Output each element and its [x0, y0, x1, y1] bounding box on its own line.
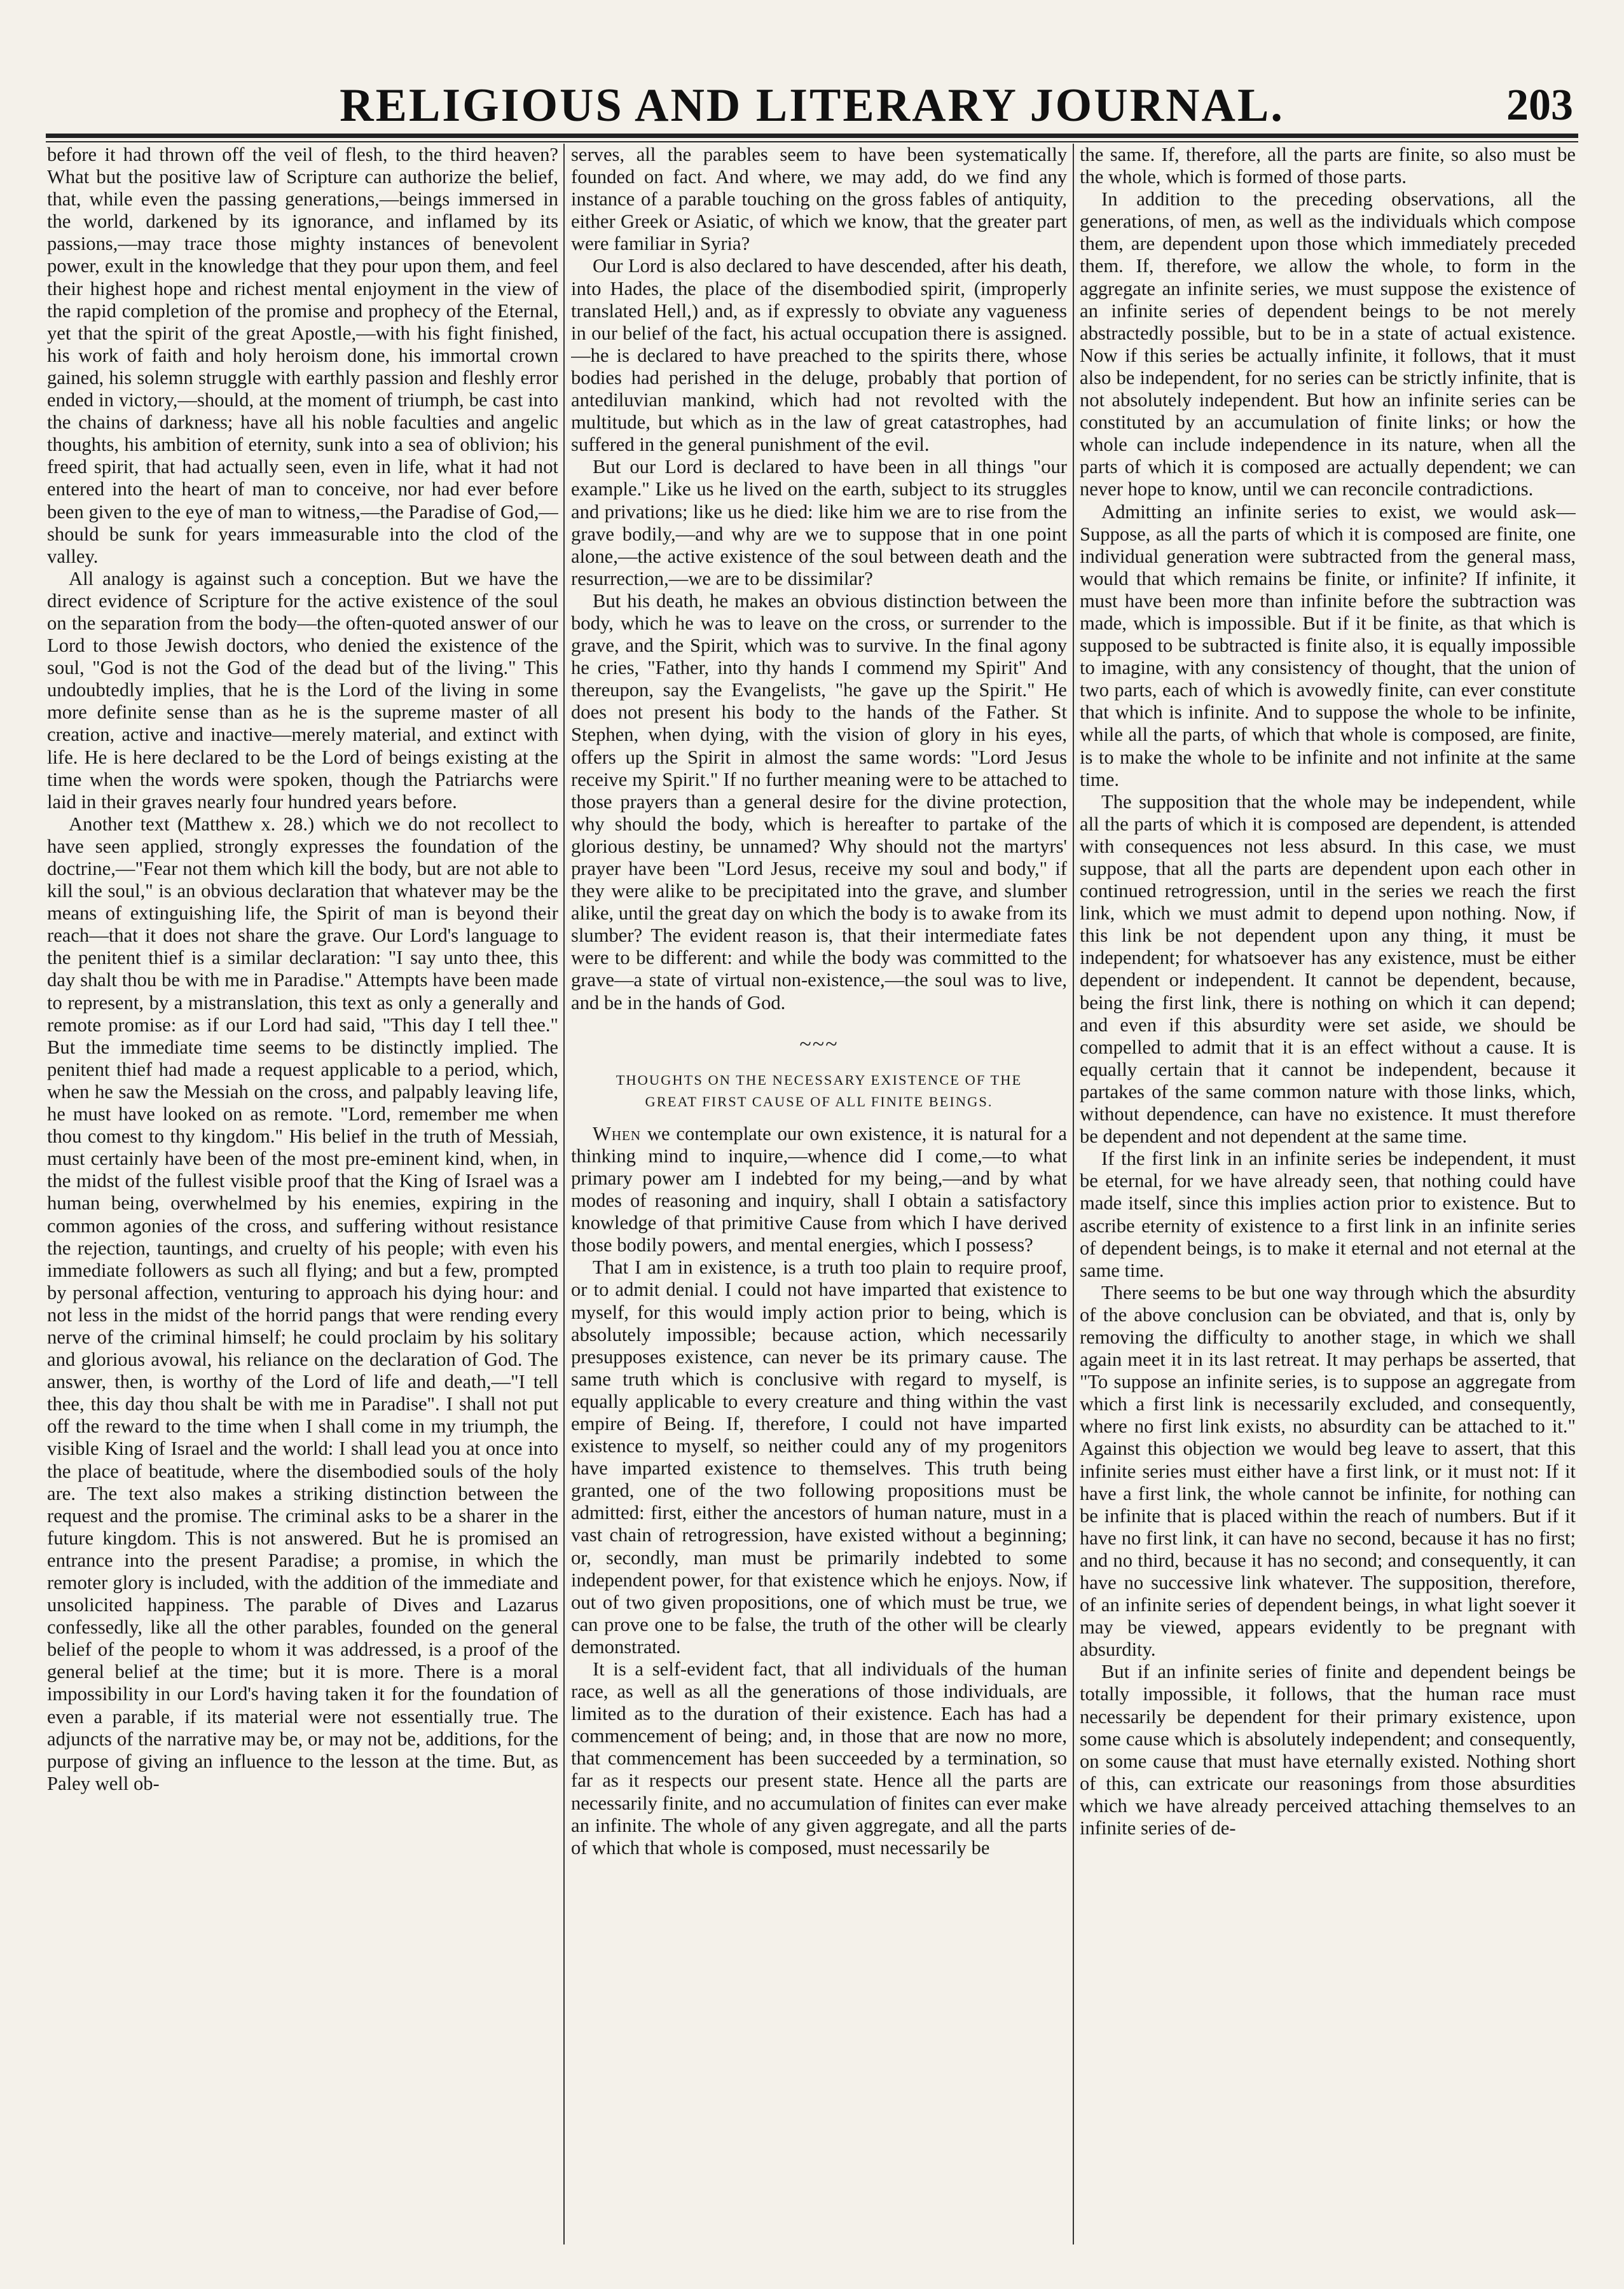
- column-divider-2: [1073, 144, 1074, 2244]
- section-ornament: ~~~: [799, 1032, 839, 1056]
- paragraph: before it had thrown off the veil of flesh, to the third heaven? What but the positive law of Scripture can authorize the belief, that, while even the passing generations,—beings immersed in the world, darkened by its ignorance, and inflamed by its passions,—may trace those mighty instances of benevolent power, exult in the knowledge that they pour upon them, and feel their highest hope and richest mental enjoyment in the view of the rapid completion of the promise and prophecy of the Eternal, yet that the spirit of the great Apostle,—with his fight finished, his work of faith and holy heroism done, his immortal crown gained, his solemn struggle with earthly passion and fleshly error ended in victory,—should, at the moment of triumph, be cast into the chains of darkness; have all his noble faculties and angelic thoughts, his ambition of eternity, sunk into a sea of oblivion; his freed spirit, that had actually seen, even in life, what it had not entered into the heart of man to conceive, nor had ever before been given to the eye of man to witness,—the Paradise of God,—should be sunk for years immeasurable into the clod of the valley.: [47, 144, 558, 567]
- column-3: [1080, 144, 1576, 2251]
- essay-opening-paragraph: [571, 1123, 1067, 1257]
- paragraph: Another text (Matthew x. 28.) which we do not recollect to have seen applied, strongly expresses the foundation of the doctrine,—"Fear not them which kill the body, but are not able to kill the soul," is an obvious declaration that whatever may be the means of extinguishing life, the Spirit of man is beyond their reach—that it does not share the grave. Our Lord's language to the penitent thief is a similar declaration: "I say unto thee, this day shalt thou be with me in Paradise." Attempts have been made to represent, by a mistranslation, this text as only a generally and remote promise: as if our Lord had said, "This day I tell thee." But the immediate time seems to be distinctly implied. The penitent thief had made a request applicable to a period, which, when he saw the Messiah on the cross, and palpably leaving life, he must have looked on as remote. "Lord, remember me when thou comest to thy kingdom." His belief in the truth of Messiah, must certainly have been of the most pre-eminent kind, when, in the midst of the fullest visible proof that the King of Israel was a human being, overwhelmed by his enemies, expiring in the common agonies of the cross, and suffering without resistance the rejection, tauntings, and cruelty of his people; with even his immediate followers as such all flying; and but a few, prompted by personal affection, venturing to approach his dying hour: and not less in the midst of the horrid pangs that were rending every nerve of the criminal himself; he could proclaim by his solitary and glorious avowal, his reliance on the declaration of God. The answer, then, is worthy of the Lord of life and death,—"I tell thee, this day thou shalt be with me in Paradise". I shall not put off the reward to the time when I shall come in my triumph, the visible King of Israel and the world: I shall lead you at once into the place of beatitude, where the disembodied souls of the holy are. The text also makes a striking distinction between the request and the promise. The criminal asks to be a sharer in the future kingdom. This is not answered. But he is promised an entrance into the present Paradise; a promise, in which the remoter glory is included, with the addition of the immediate and unsolicited happiness. The parable of Dives and Lazarus confessedly, like all the other parables, founded on the general belief of the people to whom it was addressed, is a proof of the general belief at the time; but it is more. There is a moral impossibility in our Lord's having taken it for the foundation of even a parable, if its material were not essentially true. The adjuncts of the narrative may be, or may not be, additions, for the purpose of giving an influence to the lesson at the time. But, as Paley well ob-: [47, 813, 558, 1794]
- paragraph: Our Lord is also declared to have descended, after his death, into Hades, the place of the disembodied spirit, (improperly translated Hell,) and, as if expressly to obviate any vagueness in our belief of the fact, his actual occupation there is assigned.—he is declared to have preached to the spirits there, whose bodies had perished in the deluge, probably that portion of antediluvian mankind, which had not revolted with the multitude, but which as in the law of great catastrophes, had suffered in the general punishment of the evil.: [571, 255, 1067, 456]
- paragraph: But if an infinite series of finite and dependent beings be totally impossible, it follows, that the human race must necessarily be dependent for their primary existence, upon some cause which is absolutely independent; and consequently, on some cause that must have eternally existed. Nothing short of this, can extricate our reasonings from those absurdities which we have already perceived attaching themselves to an infinite series of de-: [1080, 1661, 1576, 1839]
- essay-opening-text: we contemplate our own existence, it is natural for a thinking mind to inquire,—whence did I come,—to what primary power am I indebted for my being,—and by what modes of reasoning and inquiry, shall I obtain a satisfactory knowledge of that primitive Cause from which I have derived those bodily powers, and mental energies, which I possess?: [571, 1122, 1067, 1256]
- essay-title-line-2: GREAT FIRST CAUSE OF ALL FINITE BEINGS.: [645, 1093, 993, 1110]
- paragraph: But his death, he makes an obvious distinction between the body, which he was to leave on the cross, or surrender to the grave, and the Spirit, which was to survive. In the final agony he cries, "Father, into thy hands I commend my Spirit" And thereupon, say the Evangelists, "he gave up the Spirit." He does not present his body to the hands of the Father. St Stephen, when dying, with the vision of glory in his eyes, offers up the Spirit in almost the same words: "Lord Jesus receive my Spirit." If no further meaning were to be attached to those prayers than a general desire for the divine protection, why should the body, which is hereafter to partake of the glorious destiny, be unnamed? Why should not the martyrs' prayer have been "Lord Jesus, receive my soul and body," if they were alike to be precipitated into the grave, and slumber alike, until the great day on which the body is to awake from its slumber? The evident reason is, that their intermediate fates were to be different: and while the body was committed to the grave—a state of virtual non-existence,—the soul was to live, and be in the hands of God.: [571, 589, 1067, 1014]
- essay-first-word: When: [593, 1122, 642, 1144]
- paragraph: serves, all the parables seem to have been systematically founded on fact. And where, we may add, do we find any instance of a parable touching on the gross fables of antiquity, either Greek or Asiatic, of which we know, that the greater part were familiar in Syria?: [571, 144, 1067, 255]
- column-2: [571, 144, 1067, 2251]
- paragraph: In addition to the preceding observations, all the generations, of men, as well as the individuals which compose them, are dependent upon those which immediately preceded them. If, therefore, we allow the whole, to form in the aggregate an infinite series, we must suppose the existence of an infinite series of dependent beings to be not merely abstractedly possible, but to be in a state of actual existence. Now if this series be actually infinite, it follows, that it must also be independent, for no series can be strictly infinite, that is not absolutely independent. But how an infinite series can be constituted by an accumulation of finite links; or how the whole can include independence in its nature, when all the parts of which it is composed are actually dependent; we can never hope to know, until we can reconcile contradictions.: [1080, 188, 1576, 500]
- column-divider-1: [563, 144, 565, 2244]
- paragraph: Admitting an infinite series to exist, we would ask—Suppose, as all the parts of which it is composed are finite, one individual generation were subtracted from the general mass, would that which remains be finite, or infinite? If infinite, it must have been more than infinite before the subtraction was made, which is impossible. But if it be finite, as that which is supposed to be subtracted is finite also, it is equally impossible to imagine, with any consistency of thought, that the union of two parts, each of which is avowedly finite, can ever constitute that which is infinite. And to suppose the whole to be infinite, while all the parts, of which that whole is composed, are finite, is to make the whole to be infinite and not infinite at the same time.: [1080, 500, 1576, 790]
- essay-title: [571, 1069, 1067, 1113]
- paragraph: There seems to be but one way through which the absurdity of the above conclusion can be obviated, and that is, only by removing the difficulty to another stage, in which we shall again meet it in its last retreat. It may perhaps be asserted, that "To suppose an infinite series, is to suppose an aggregate from which a first link is necessarily excluded, and consequently, where no first link exists, no absurdity can be attached to it." Against this objection we would beg leave to assert, that this infinite series must either have a first link, or it must not: If it have a first link, the whole cannot be infinite, for nothing can be infinite that is placed within the reach of numbers. But if it have no first link, it can have no second, because it has no first; and no third, because it has no second; and consequently, it can have no successive link whatever. The supposition, therefore, of an infinite series of dependent beings, in what light soever it may be viewed, appears evidently to be pregnant with absurdity.: [1080, 1281, 1576, 1661]
- paragraph: But our Lord is declared to have been in all things "our example." Like us he lived on the earth, subject to its struggles and privations; like us he died: like him we are to rise from the grave bodily,—and why are we to suppose that in one point alone,—the active existence of the soul between death and the resurrection,—we are to be dissimilar?: [571, 456, 1067, 589]
- header-rule-thin: [46, 141, 1578, 142]
- journal-title: RELIGIOUS AND LITERARY JOURNAL.: [340, 79, 1284, 132]
- header-rule-thick: [46, 134, 1578, 138]
- paragraph: It is a self-evident fact, that all individuals of the human race, as well as all the generations of those individuals, are limited as to the duration of their existence. Each has had a commencement of being; and, in those that are now no more, that commencement has been succeeded by a termination, so far as it respects our present state. Hence all the parts are necessarily finite, and no accumulation of finites can ever make an infinite. The whole of any given aggregate, and all the parts of which that whole is composed, must necessarily be: [571, 1658, 1067, 1859]
- paragraph: The supposition that the whole may be independent, while all the parts of which it is composed are dependent, is attended with consequences not less absurd. In this case, we must suppose, that all the parts are dependent upon each other in continued retrogression, until in the series we reach the first link, which we must admit to depend upon nothing. Now, if this link be not dependent upon any thing, it must be independent; for whatsoever has any existence, must be either dependent or independent. It cannot be dependent, because, being the first link, there is nothing on which it can depend; and even if this absurdity were set aside, we should be compelled to admit that it is an effect without a cause. It is equally certain that it cannot be independent, because it partakes of the same common nature with those links, which, without dependence, can have no existence. It must therefore be dependent and not dependent at the same time.: [1080, 790, 1576, 1148]
- column-1: [47, 144, 558, 2251]
- page-number: 203: [1506, 81, 1573, 130]
- paragraph: All analogy is against such a conception. But we have the direct evidence of Scripture for the active existence of the soul on the separation from the body—the often-quoted answer of our Lord to those Jewish doctors, who denied the existence of the soul, "God is not the God of the dead but of the living." This undoubtedly implies, that he is the Lord of the living in some more definite sense than as he is the supreme master of all creation, active and inactive—merely material, and extinct with life. He is here declared to be the Lord of beings existing at the time when the words were spoken, though the Patriarchs were laid in their graves nearly four hundred years before.: [47, 567, 558, 813]
- essay-title-line-1: THOUGHTS ON THE NECESSARY EXISTENCE OF THE: [616, 1071, 1022, 1088]
- paragraph: That I am in existence, is a truth too plain to require proof, or to admit denial. I could not have imparted that existence to myself, for this would imply action prior to being, which is absolutely impossible; because action, which necessarily presupposes existence, can never be its primary cause. The same truth which is conclusive with regard to myself, is equally applicable to every creature and thing within the vast empire of Being. If, therefore, I could not have imparted existence to myself, so neither could any of my progenitors have imparted existence to themselves. This truth being granted, one of the two following propositions must be admitted: first, either the ancestors of human nature, must in a vast chain of retrogression, have existed without a beginning; or, secondly, man must be primarily indebted to some independent power, for that existence which he enjoys. Now, if out of two given propositions, one of which must be true, we can prove one to be false, the truth of the other will be clearly demonstrated.: [571, 1256, 1067, 1658]
- paragraph: the same. If, therefore, all the parts are finite, so also must be the whole, which is formed of those parts.: [1080, 144, 1576, 188]
- page-header: [46, 78, 1578, 132]
- paragraph: If the first link in an infinite series be independent, it must be eternal, for we have already seen, that nothing could have made itself, since this implies action prior to existence. But to ascribe eternity of existence to a first link in an infinite series of dependent beings, is to make it eternal and not eternal at the same time.: [1080, 1148, 1576, 1281]
